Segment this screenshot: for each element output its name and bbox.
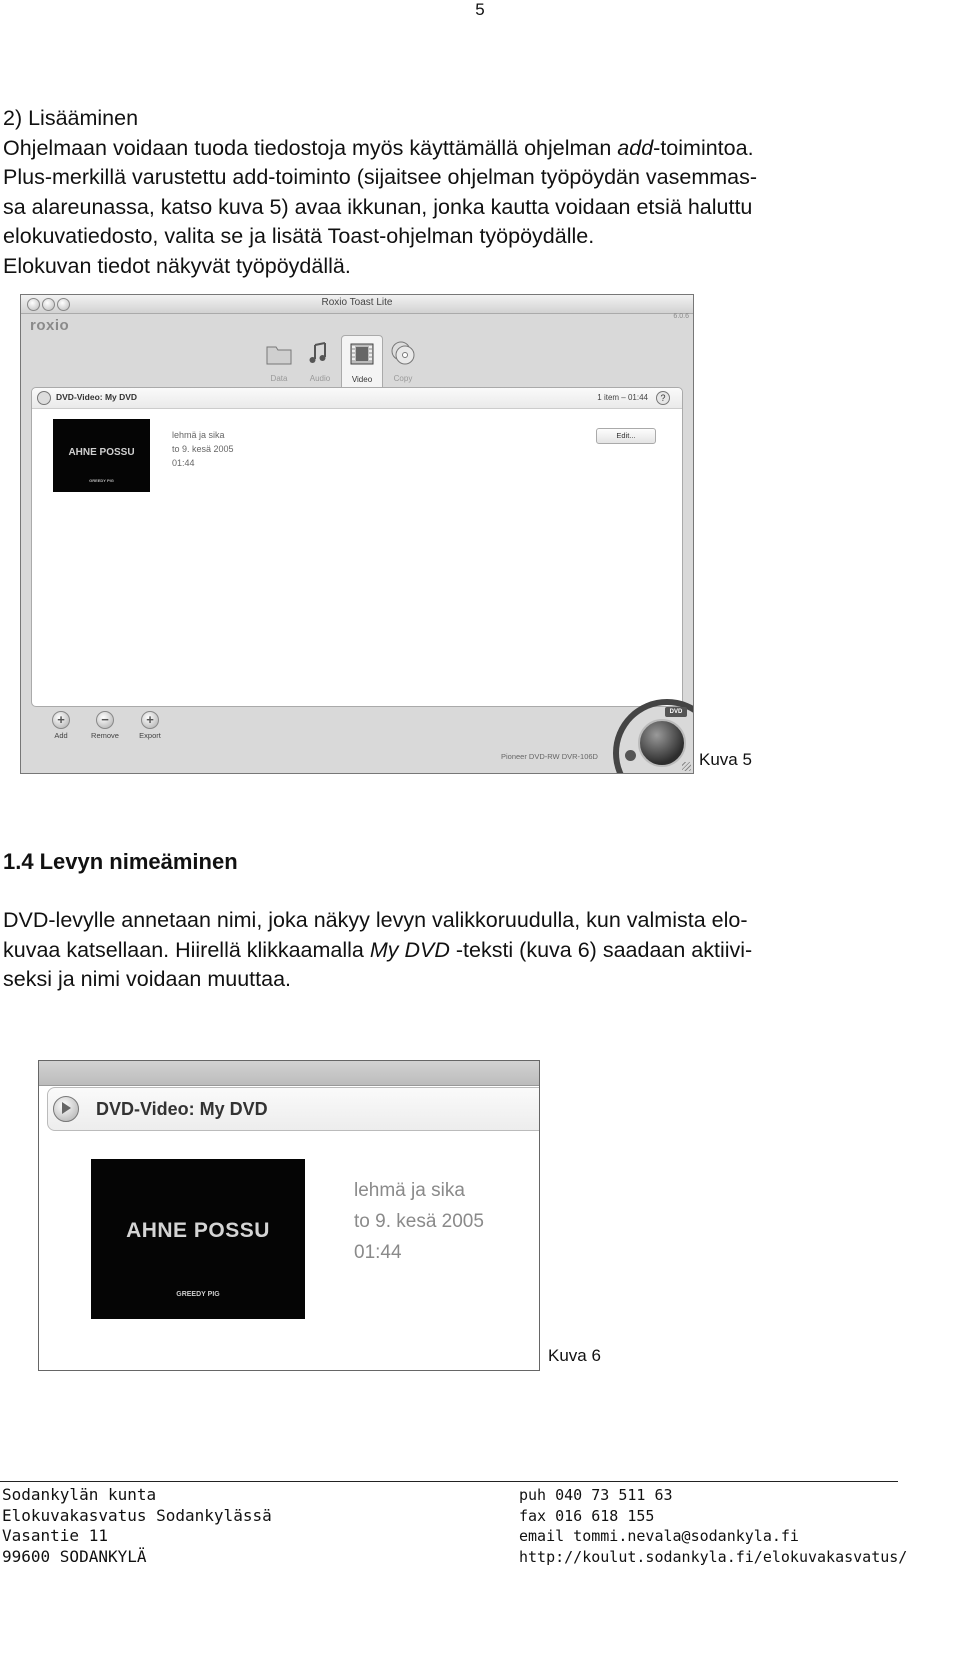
remove-button[interactable]	[89, 711, 121, 740]
export-icon: +	[141, 711, 159, 729]
section-number: 1.4	[3, 849, 34, 874]
footer-line: fax 016 618 155	[519, 1506, 655, 1525]
thumbnail-subtitle: GREEDY PIG	[89, 478, 114, 483]
tab-label: Audio	[309, 374, 331, 383]
tab-audio[interactable]	[300, 335, 340, 387]
paragraph-line: sa alareunassa, katso kuva 5) avaa ikkunan, jonka kautta voidaan etsiä haluttu	[3, 194, 753, 219]
tab-label: Copy	[393, 374, 413, 383]
movie-details	[354, 1175, 484, 1268]
item-summary: 1 item – 01:44	[597, 393, 648, 402]
footer-divider	[0, 1481, 898, 1482]
tab-copy[interactable]	[383, 335, 423, 387]
edit-button[interactable]: Edit...	[596, 428, 656, 444]
roxio-logo: roxio	[30, 317, 70, 334]
disc-icon	[37, 391, 51, 405]
movie-name: lehmä ja sika	[354, 1180, 465, 1201]
footer-email[interactable]: email tommi.nevala@sodankyla.fi	[519, 1527, 799, 1545]
paragraph-line: Plus-merkillä varustettu add-toiminto (sijaitsee ohjelman työpöydän vasemmas-	[3, 165, 758, 189]
section-1	[3, 104, 757, 281]
panel-header	[32, 388, 682, 409]
footer-line: 99600 SODANKYLÄ	[2, 1546, 147, 1566]
paragraph-line: DVD-levylle annetaan nimi, joka näkyy levyn valikkoruudulla, kun valmista elo-	[3, 908, 748, 932]
minus-icon: −	[96, 711, 114, 729]
play-icon	[62, 1102, 71, 1114]
figure-6-caption: Kuva 6	[548, 1346, 601, 1365]
window-title: Roxio Toast Lite	[321, 297, 393, 308]
dvd-title[interactable]: DVD-Video: My DVD	[96, 1099, 268, 1119]
discs-icon	[389, 339, 417, 367]
dvd-content-panel	[31, 387, 683, 707]
dvd-title-detail-screenshot	[38, 1060, 540, 1371]
footer-line: puh 040 73 511 63	[519, 1486, 673, 1504]
page-number: 5	[475, 0, 485, 19]
thumbnail-title: AHNE POSSU	[68, 447, 135, 458]
tab-video[interactable]	[341, 335, 383, 388]
paragraph-line: seksi ja nimi voidaan muuttaa.	[3, 967, 292, 991]
tab-label: Data	[270, 374, 288, 383]
emphasis: add	[617, 135, 654, 160]
resize-grip-icon[interactable]	[682, 762, 691, 771]
help-button[interactable]: ?	[656, 391, 670, 405]
emphasis: My DVD	[369, 937, 450, 962]
tab-data[interactable]	[259, 335, 299, 387]
movie-thumbnail[interactable]	[91, 1159, 305, 1319]
title-bar	[21, 295, 693, 314]
movie-date: to 9. kesä 2005	[172, 444, 234, 454]
music-notes-icon	[306, 339, 334, 367]
footer-website-link[interactable]: http://koulut.sodankyla.fi/elokuvakasvatus/	[519, 1547, 908, 1566]
tab-label: Video	[351, 375, 373, 384]
footer-contact-right	[519, 1485, 907, 1567]
folder-icon	[265, 339, 293, 367]
add-label: Add	[54, 731, 68, 740]
paragraph-line: kuvaa katsellaan. Hiirellä klikkaamalla My DVD -teksti (kuva 6) saadaan aktiivi-	[3, 937, 753, 962]
add-button[interactable]	[45, 711, 77, 740]
toast-window-screenshot	[20, 294, 694, 774]
section-2-paragraph	[3, 906, 752, 995]
movie-thumbnail[interactable]	[53, 419, 150, 492]
footer-line: Elokuvakasvatus Sodankylässä	[2, 1505, 272, 1525]
footer-line: Vasantie 11	[2, 1526, 108, 1545]
section-2-heading	[3, 849, 238, 875]
drive-name: Pioneer DVD-RW DVR-106D	[501, 752, 598, 761]
movie-date: to 9. kesä 2005	[354, 1211, 484, 1232]
movie-duration: 01:44	[354, 1242, 402, 1263]
figure-5-caption: Kuva 5	[699, 750, 752, 769]
movie-details	[172, 428, 234, 470]
footer-line: Sodankylän kunta	[2, 1485, 157, 1504]
dvd-title[interactable]: DVD-Video: My DVD	[56, 392, 138, 402]
dvd-format-badge: DVD	[665, 707, 687, 717]
remove-label: Remove	[91, 731, 119, 740]
plus-icon: +	[52, 711, 70, 729]
thumbnail-title: AHNE POSSU	[126, 1219, 270, 1242]
paragraph-line: Ohjelmaan voidaan tuoda tiedostoja myös käyttämällä ohjelman add-toimintoa.	[3, 135, 754, 160]
panel-header	[47, 1087, 540, 1131]
movie-duration: 01:44	[172, 458, 195, 468]
paragraph-line: elokuvatiedosto, valita se ja lisätä Toast-ohjelman työpöydälle.	[3, 224, 595, 248]
section-1-heading: 2) Lisääminen	[3, 106, 139, 130]
burn-button[interactable]	[638, 719, 686, 767]
movie-name: lehmä ja sika	[172, 430, 225, 440]
export-label: Export	[139, 731, 161, 740]
version-label: 6.0.6	[673, 313, 689, 320]
footer-contact-left	[2, 1485, 272, 1567]
top-strip	[39, 1061, 539, 1086]
export-button[interactable]	[134, 711, 166, 740]
paragraph-line: Elokuvan tiedot näkyvät työpöydällä.	[3, 253, 351, 278]
thumbnail-subtitle: GREEDY PIG	[176, 1291, 220, 1298]
section-title: Levyn nimeäminen	[39, 849, 238, 874]
film-icon	[348, 340, 376, 368]
project-tabs	[259, 335, 459, 387]
